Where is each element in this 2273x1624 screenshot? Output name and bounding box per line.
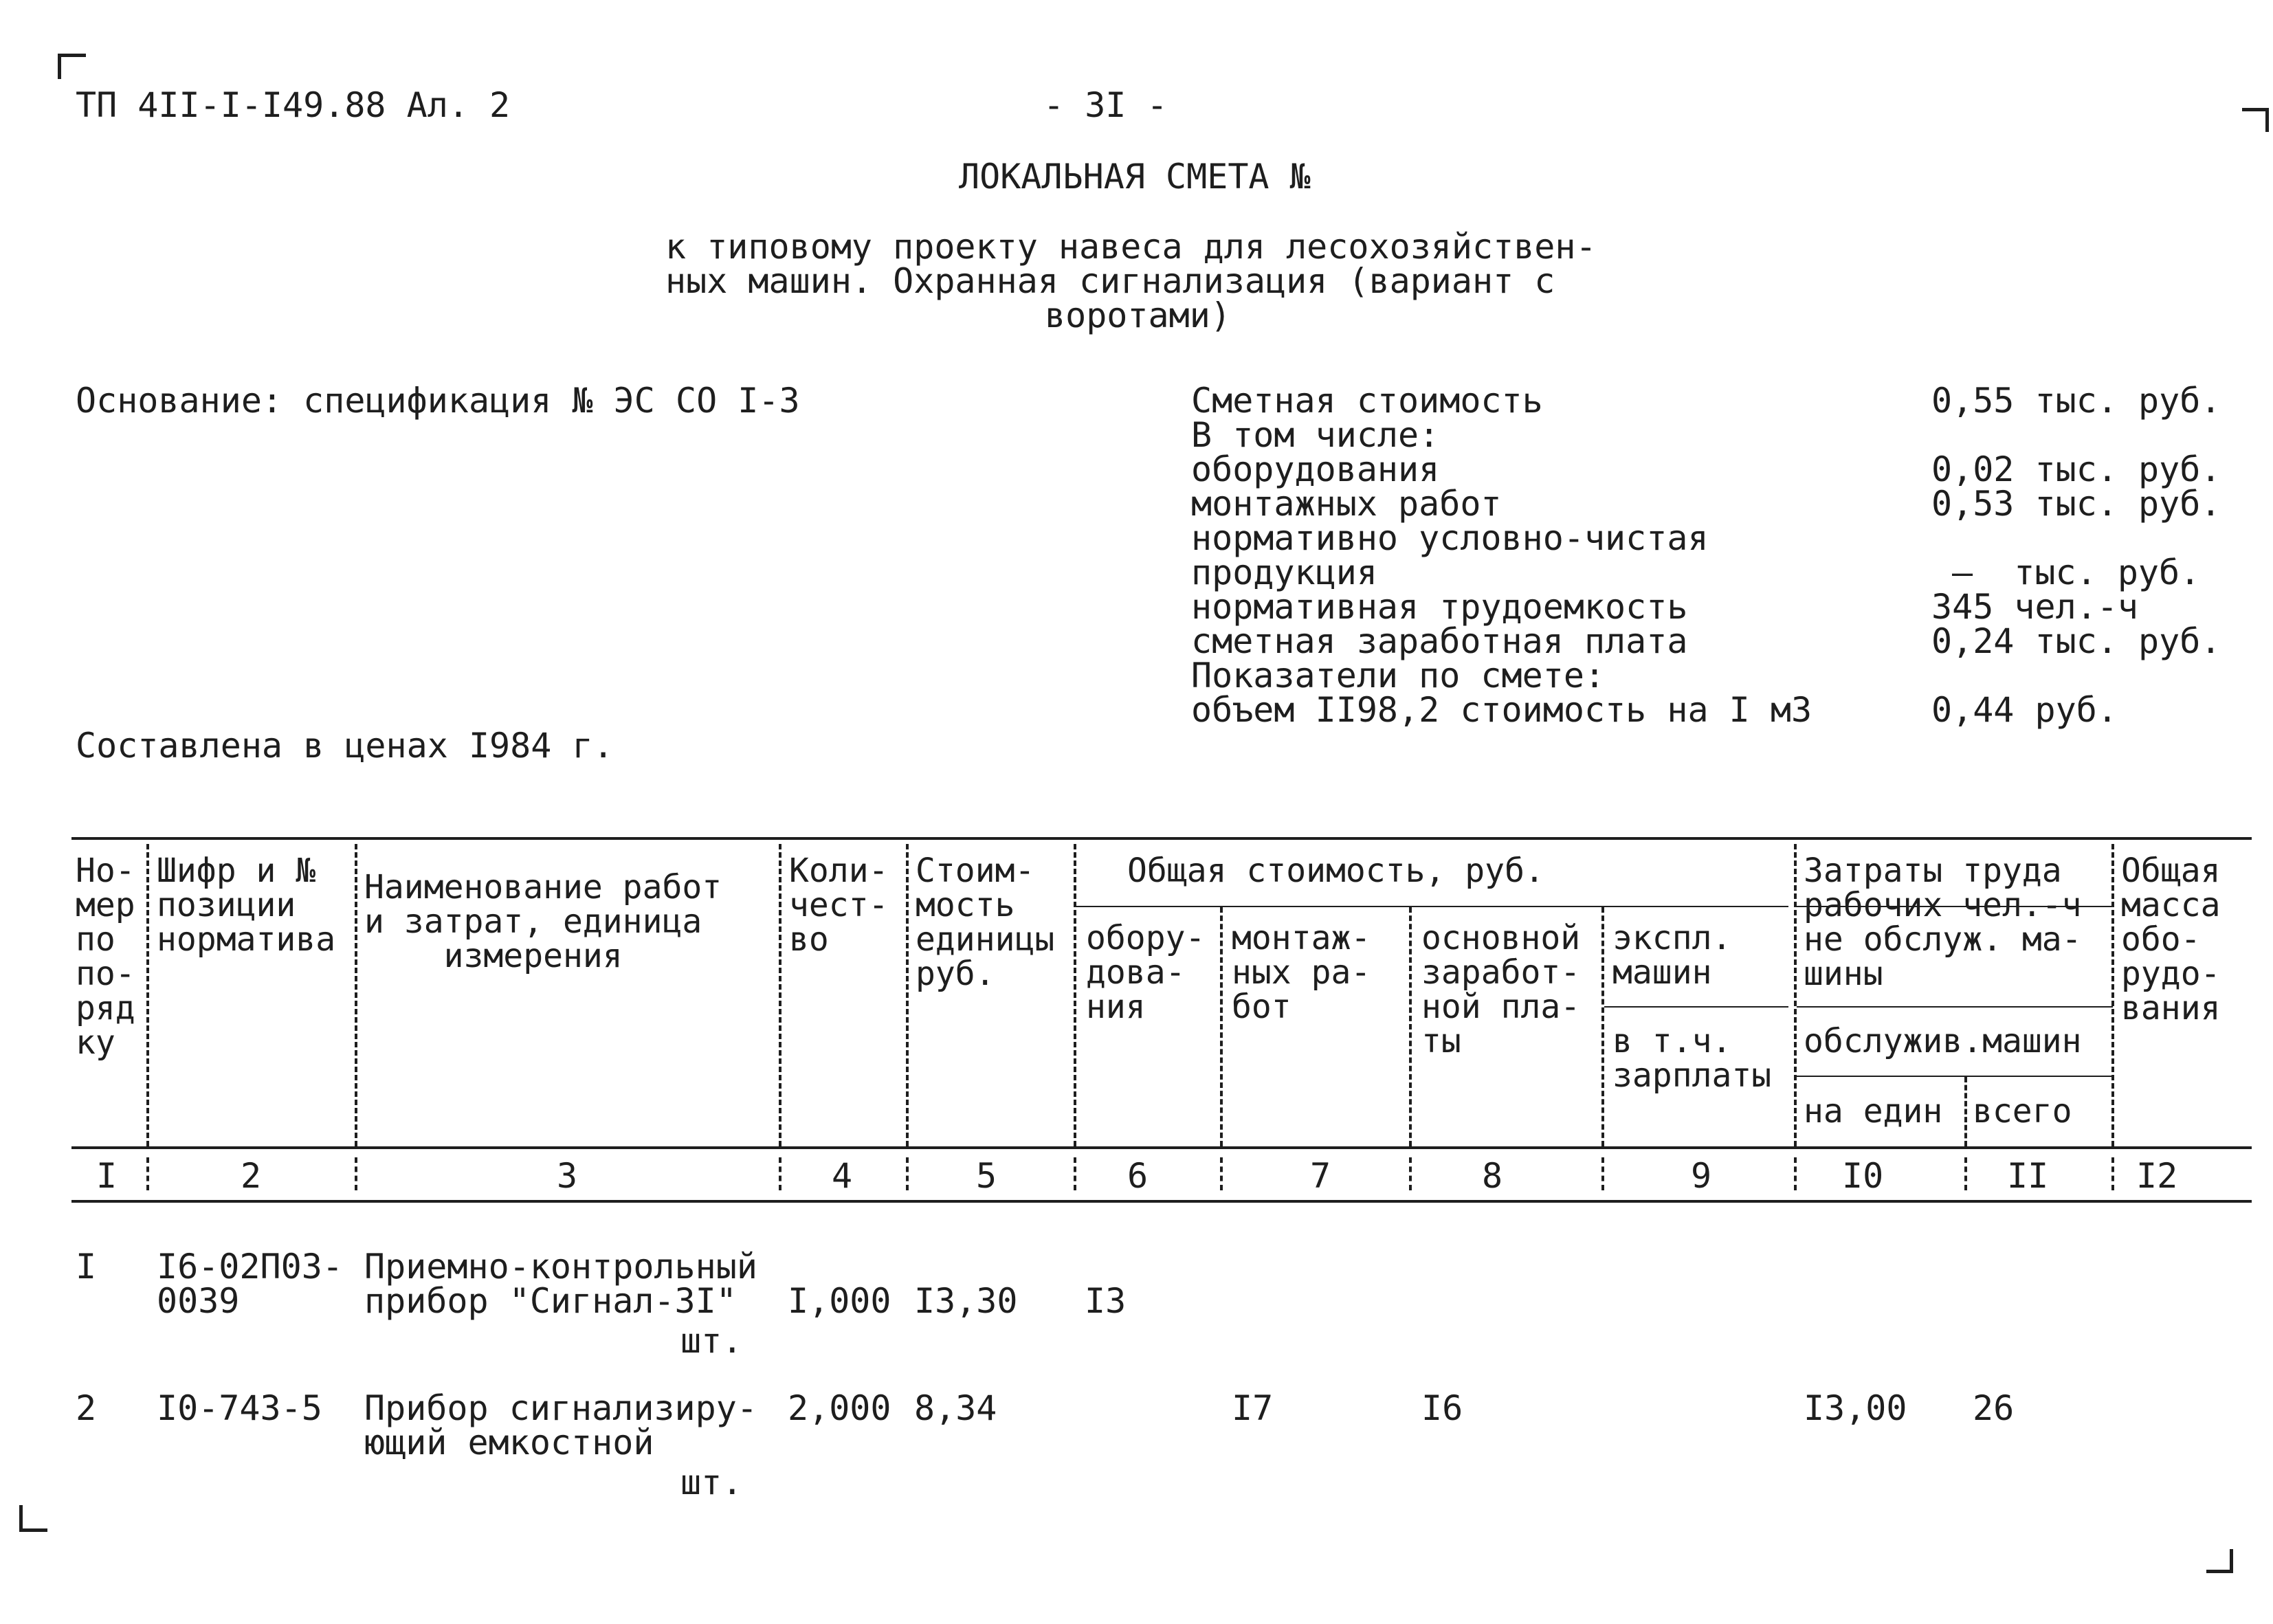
total-cost-group-rule	[1076, 906, 1788, 907]
labor-unit-rule	[1797, 1076, 2113, 1077]
column-number: I2	[2136, 1156, 2178, 1196]
column-number-separator	[2111, 1157, 2114, 1190]
summary-label: сметная заработная плата	[1191, 621, 1688, 661]
row-number: 2	[76, 1388, 97, 1428]
header-machines: экспл. машин	[1612, 919, 1732, 992]
norm-code: I0-743-5	[157, 1388, 322, 1428]
header-equipment-mass: Общая масса обо- рудо- вания	[2121, 852, 2221, 1027]
subtitle-line-1: к типовому проекту навеса для лесохозяйствен-	[665, 227, 1597, 267]
column-number-separator	[1794, 1157, 1797, 1190]
header-norm-code: Шифр и № позиции норматива	[157, 852, 336, 959]
header-labor-per-unit: на един	[1804, 1092, 1943, 1131]
machine-subcolumn-rule	[1604, 1006, 1788, 1008]
column-number: 9	[1691, 1156, 1712, 1196]
column-number-separator	[146, 1157, 149, 1190]
header-equipment: обору- дова- ния	[1086, 919, 1206, 1026]
installation-cost: I7	[1232, 1388, 1274, 1428]
column-number: I0	[1842, 1156, 1884, 1196]
work-name: Прибор сигнализиру- ющий емкостной	[364, 1388, 757, 1462]
column-number: 3	[557, 1156, 578, 1196]
header-bottom-rule	[71, 1146, 2252, 1149]
equipment-cost: I3	[1085, 1281, 1127, 1321]
column-number: 2	[241, 1156, 262, 1196]
header-work-name: Наименование работ и затрат, единица измерения	[364, 868, 722, 975]
header-labor-group: Затраты труда рабочих чел.-ч не обслуж. ма- шины	[1804, 852, 2082, 993]
unit-of-measure: шт.	[680, 1462, 743, 1502]
labor-per-unit: I3,00	[1804, 1388, 1907, 1428]
document-code: ТП 4II-I-I49.88 Ал. 2	[76, 85, 511, 125]
header-unit-cost: Стоим- мость единицы руб.	[916, 852, 1055, 993]
column-number: 6	[1127, 1156, 1149, 1196]
labor-sub-rule	[1797, 1006, 2113, 1008]
column-number: 4	[832, 1156, 853, 1196]
column-separator	[1794, 844, 1797, 1146]
column-separator	[2111, 844, 2114, 1146]
table-top-rule	[71, 837, 2252, 840]
summary-value: 0,24 тыс. руб.	[1931, 621, 2221, 661]
column-number: I	[96, 1156, 118, 1196]
norm-code: I6-02П03- 0039	[157, 1247, 343, 1321]
column-number-separator	[1601, 1157, 1604, 1190]
column-separator	[355, 844, 357, 1146]
column-number-separator	[1409, 1157, 1412, 1190]
basis-text: Основание: спецификация № ЭС СО I-3	[76, 381, 800, 421]
summary-label: оборудования	[1191, 449, 1440, 489]
header-machine-wages: в т.ч. зарплаты	[1612, 1022, 1772, 1095]
summary-value: 0,53 тыс. руб.	[1931, 484, 2221, 524]
summary-value: 0,44 руб.	[1931, 690, 2118, 730]
header-labor-total: всего	[1973, 1092, 2072, 1131]
column-separator	[1074, 844, 1076, 1146]
header-wages: основной заработ- ной пла- ты	[1421, 919, 1581, 1060]
header-installation: монтаж- ных ра- бот	[1232, 919, 1371, 1026]
summary-value: – тыс. руб.	[1952, 553, 2201, 592]
summary-label: монтажных работ	[1191, 484, 1502, 524]
summary-label: нормативная трудоемкость	[1191, 587, 1688, 627]
column-separator	[1220, 907, 1223, 1146]
header-quantity: Коли- чест- во	[789, 852, 889, 959]
column-separator	[1601, 907, 1604, 1146]
unit-cost: 8,34	[914, 1388, 997, 1428]
corner-mark-top-right	[2242, 108, 2269, 132]
corner-mark-top-left	[58, 54, 86, 79]
column-numbers-bottom-rule	[71, 1200, 2252, 1203]
wages-cost: I6	[1421, 1388, 1463, 1428]
labor-total: 26	[1973, 1388, 2015, 1428]
corner-mark-bottom-right	[2206, 1549, 2233, 1573]
summary-label: Сметная стоимость	[1191, 381, 1543, 421]
column-number: 7	[1310, 1156, 1331, 1196]
column-number-separator	[1964, 1157, 1967, 1190]
column-separator	[779, 844, 781, 1146]
column-number-separator	[355, 1157, 357, 1190]
column-separator	[906, 844, 909, 1146]
column-number: II	[2007, 1156, 2049, 1196]
header-row-number: Но- мер по по- ряд ку	[76, 852, 135, 1062]
document-title: ЛОКАЛЬНАЯ СМЕТА №	[959, 157, 1311, 197]
subtitle-line-2: ных машин. Охранная сигнализация (вариант с	[665, 261, 1555, 301]
header-total-cost-group: Общая стоимость, руб.	[1127, 852, 1544, 890]
column-separator	[1964, 1077, 1967, 1146]
column-separator	[146, 844, 149, 1146]
work-name: Приемно-контрольный прибор "Сигнал-3I"	[364, 1247, 757, 1321]
summary-label: В том числе:	[1191, 415, 1440, 455]
compiled-text: Составлена в ценах I984 г.	[76, 726, 614, 766]
column-number: 5	[976, 1156, 997, 1196]
column-number-separator	[1220, 1157, 1223, 1190]
subtitle-line-3: воротами)	[1045, 296, 1231, 335]
column-number-separator	[906, 1157, 909, 1190]
summary-label: Показатели по смете:	[1191, 656, 1606, 696]
summary-value: 345 чел.-ч	[1931, 587, 2139, 627]
quantity: 2,000	[788, 1388, 891, 1428]
column-separator	[1409, 907, 1412, 1146]
summary-label: нормативно условно-чистая	[1191, 518, 1709, 558]
quantity: I,000	[788, 1281, 891, 1321]
page-number: - 3I -	[1043, 85, 1168, 125]
row-number: I	[76, 1247, 97, 1287]
column-number-separator	[779, 1157, 781, 1190]
unit-cost: I3,30	[914, 1281, 1018, 1321]
summary-label: объем II98,2 стоимость на I м3	[1191, 690, 1812, 730]
column-number: 8	[1482, 1156, 1503, 1196]
unit-of-measure: шт.	[680, 1321, 743, 1361]
corner-mark-bottom-left	[19, 1505, 47, 1532]
summary-value: 0,02 тыс. руб.	[1931, 449, 2221, 489]
column-number-separator	[1074, 1157, 1076, 1190]
summary-label: продукция	[1191, 553, 1377, 592]
header-labor-machines: обслужив.машин	[1804, 1022, 2082, 1060]
summary-value: 0,55 тыс. руб.	[1931, 381, 2221, 421]
